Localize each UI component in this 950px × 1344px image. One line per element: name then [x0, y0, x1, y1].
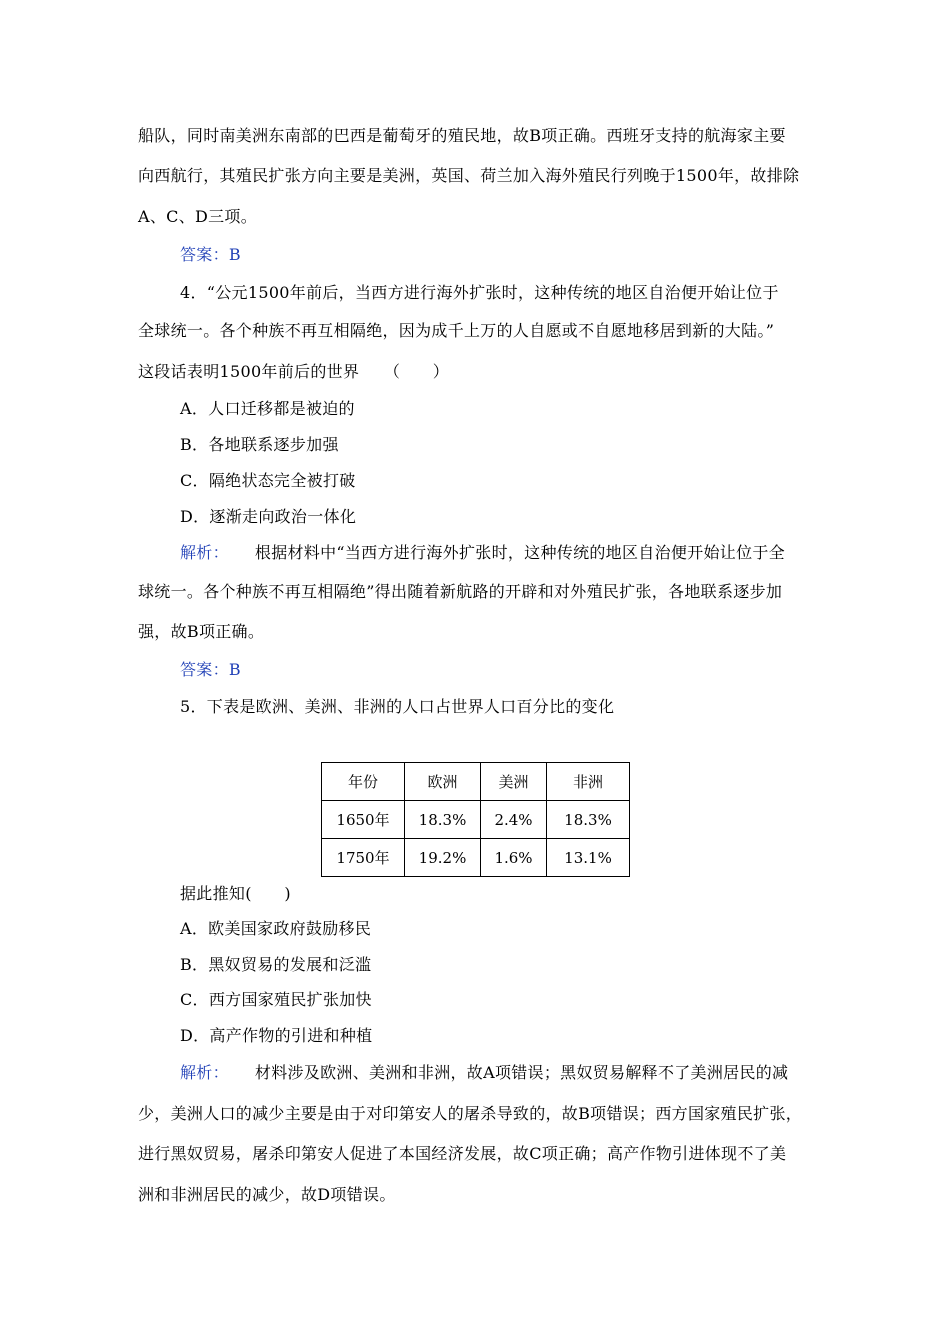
- text-line: 这段话表明1500年前后的世界 （ ）: [138, 362, 450, 381]
- text-line: A、C、D三项。: [138, 207, 258, 226]
- table-cell: 1650年: [322, 801, 405, 839]
- table-header-cell: 美洲: [481, 763, 547, 801]
- analysis-label: 解析：: [180, 1063, 229, 1082]
- text-line: 球统一。各个种族不再互相隔绝”得出随着新航路的开辟和对外殖民扩张，各地联系逐步加: [138, 582, 783, 601]
- text-line: 全球统一。各个种族不再互相隔绝，因为成千上万的人自愿或不自愿地移居到新的大陆。”: [138, 321, 775, 340]
- table-cell: 2.4%: [481, 801, 547, 839]
- text-line: 少，美洲人口的减少主要是由于对印第安人的屠杀导致的，故B项错误；西方国家殖民扩张，: [138, 1104, 803, 1123]
- text-line: 船队，同时南美洲东南部的巴西是葡萄牙的殖民地，故B项正确。西班牙支持的航海家主要: [138, 126, 786, 145]
- question-5-stem: 5．下表是欧洲、美洲、非洲的人口占世界人口百分比的变化: [180, 697, 615, 716]
- table-header-cell: 年份: [322, 763, 405, 801]
- analysis-text: 根据材料中“当西方进行海外扩张时，这种传统的地区自治便开始让位于全: [254, 543, 785, 562]
- table-header-cell: 非洲: [547, 763, 630, 801]
- option-a: A．欧美国家政府鼓励移民: [180, 919, 372, 938]
- text-line: 强，故B项正确。: [138, 622, 265, 641]
- option-c: C．隔绝状态完全被打破: [180, 471, 356, 490]
- table-row: [322, 801, 630, 839]
- answer-label: 答案：B: [180, 660, 241, 679]
- table-cell: 1.6%: [481, 839, 547, 877]
- table-header-cell: 欧洲: [405, 763, 481, 801]
- option-b: B．黑奴贸易的发展和泛滥: [180, 955, 372, 974]
- analysis-label: 解析：: [180, 543, 229, 562]
- text-line: 洲和非洲居民的减少，故D项错误。: [138, 1185, 396, 1204]
- option-c: C．西方国家殖民扩张加快: [180, 990, 372, 1009]
- table-cell: 19.2%: [405, 839, 481, 877]
- table-cell: 18.3%: [547, 801, 630, 839]
- option-d: D．高产作物的引进和种植: [180, 1026, 373, 1045]
- question-5-prompt: 据此推知( ): [180, 884, 291, 903]
- answer-label: 答案：B: [180, 245, 241, 264]
- table-cell: 1750年: [322, 839, 405, 877]
- option-a: A．人口迁移都是被迫的: [180, 399, 355, 418]
- analysis-text: 材料涉及欧洲、美洲和非洲，故A项错误；黑奴贸易解释不了美洲居民的减: [254, 1063, 789, 1082]
- option-b: B．各地联系逐步加强: [180, 435, 339, 454]
- analysis-paragraph: [180, 1063, 788, 1083]
- table-row: [322, 839, 630, 877]
- text-line: 向西航行，其殖民扩张方向主要是美洲，英国、荷兰加入海外殖民行列晚于1500年，故排除: [138, 166, 800, 185]
- table-cell: 18.3%: [405, 801, 481, 839]
- table-cell: 13.1%: [547, 839, 630, 877]
- table-header-row: [322, 763, 630, 801]
- population-table: [321, 762, 630, 877]
- option-d: D．逐渐走向政治一体化: [180, 507, 357, 526]
- text-line: 进行黑奴贸易，屠杀印第安人促进了本国经济发展，故C项正确；高产作物引进体现不了美: [138, 1144, 787, 1163]
- analysis-paragraph: [180, 543, 785, 563]
- question-4-stem: 4．“公元1500年前后，当西方进行海外扩张时，这种传统的地区自治便开始让位于: [180, 283, 779, 302]
